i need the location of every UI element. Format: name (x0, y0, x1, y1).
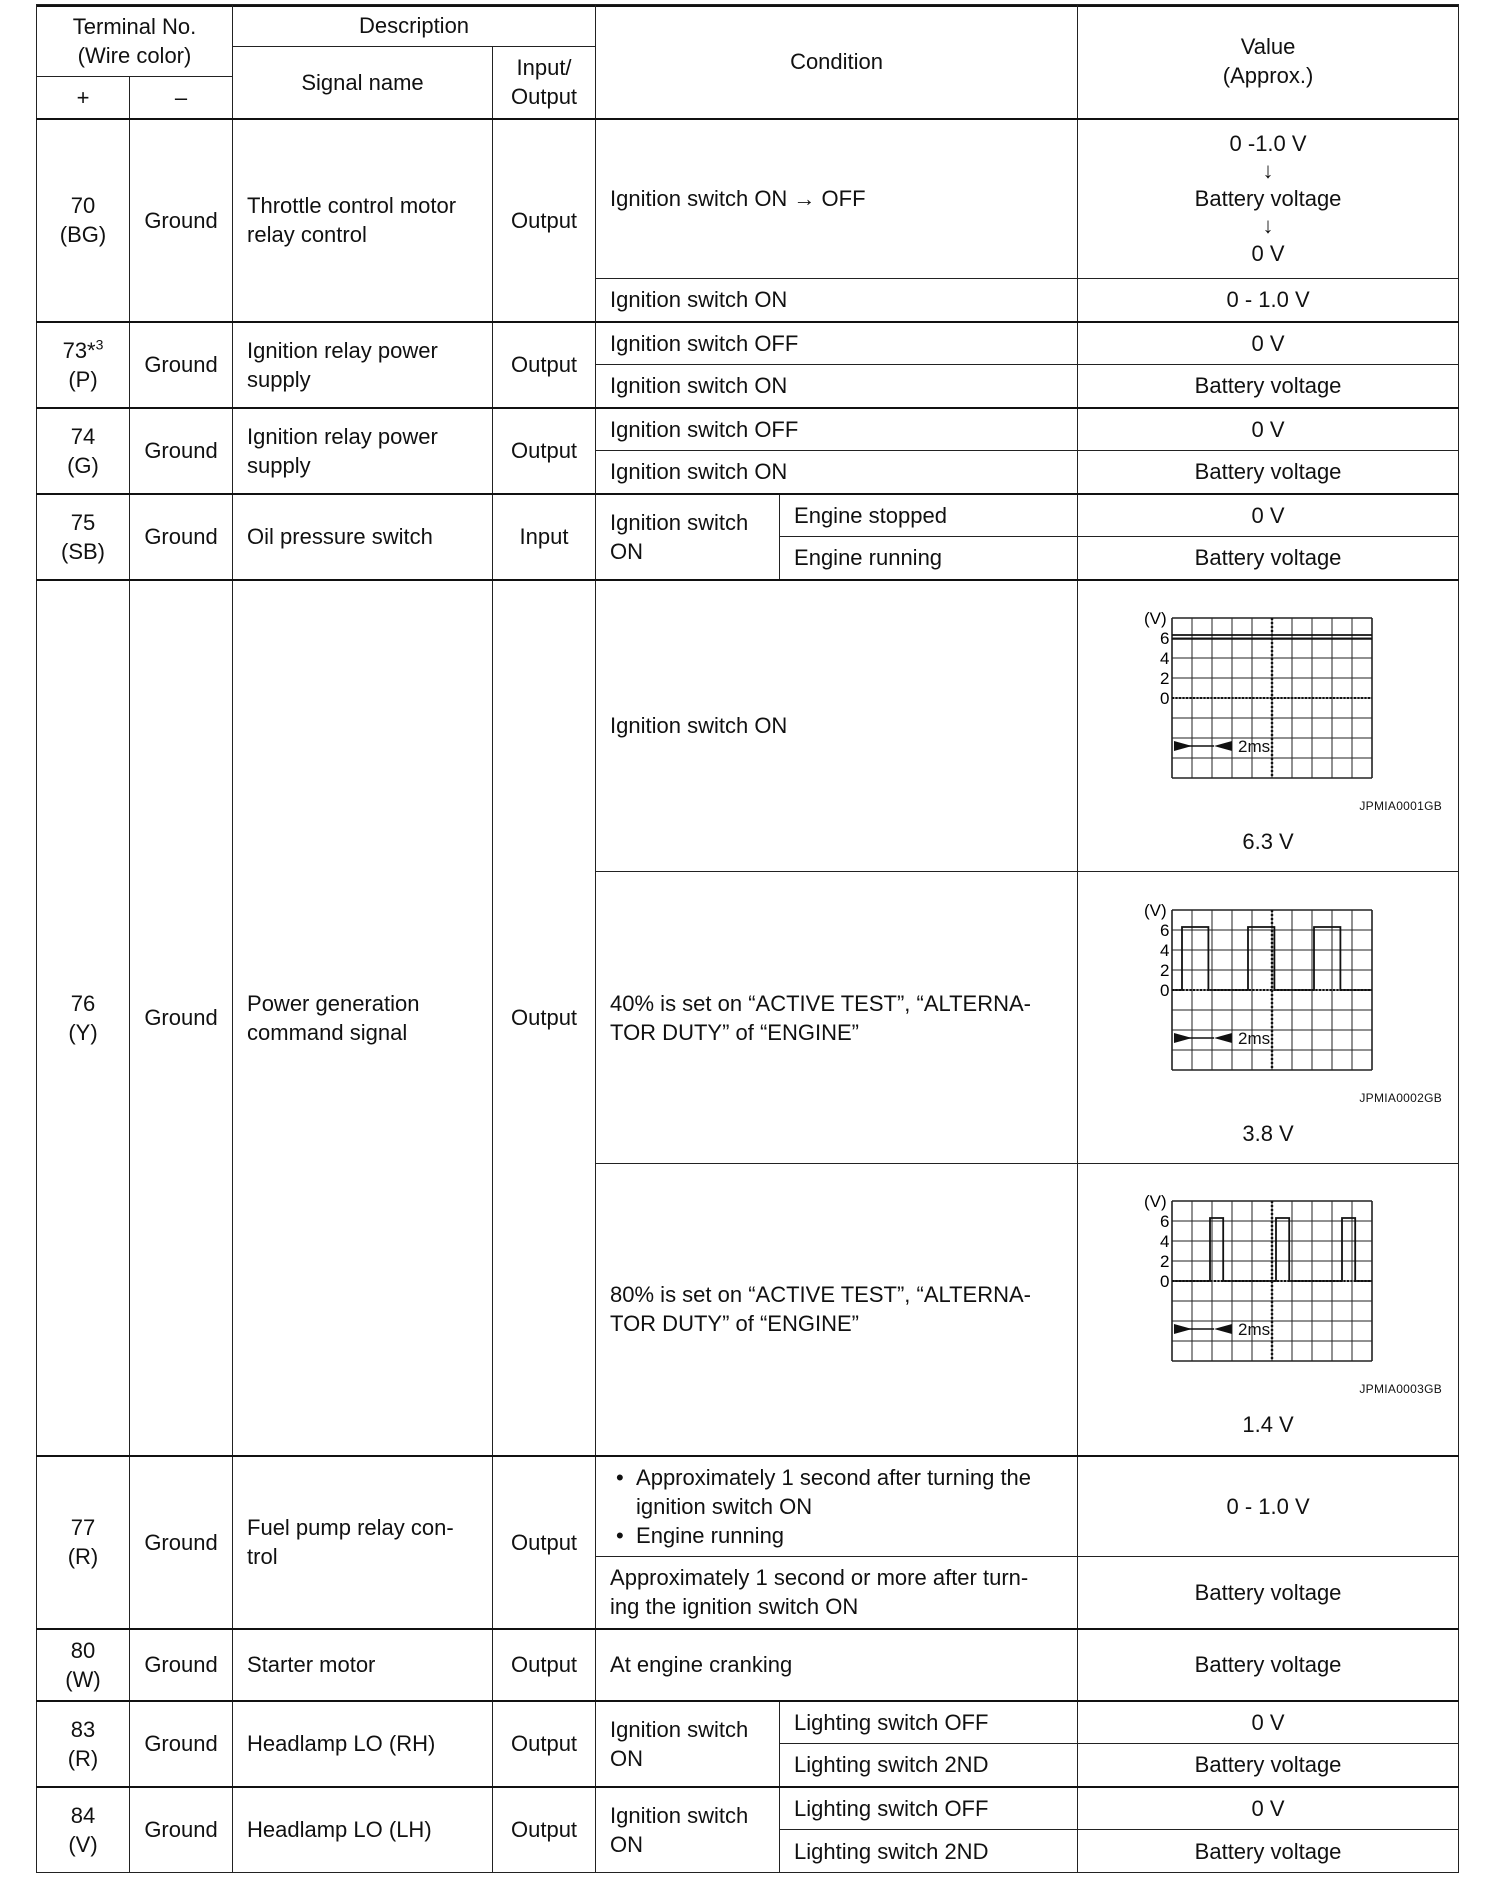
value-74-2: Battery voltage (1078, 451, 1459, 494)
row-80 (37, 1629, 1459, 1701)
terminal-number: 74 (70, 423, 96, 449)
wave-tick-label: 0 (1160, 980, 1170, 1000)
terminal-84 (37, 1787, 130, 1873)
minus-76: Ground (130, 580, 233, 1456)
wave-tick-label: 6 (1160, 628, 1170, 648)
value-73-2: Battery voltage (1078, 365, 1459, 408)
io-84: Output (493, 1787, 596, 1873)
terminal-number: 80 (70, 1637, 96, 1663)
wave-unit-label: (V) (1144, 608, 1167, 628)
signal-line2: supply (247, 452, 311, 478)
terminal-number: 83 (70, 1716, 96, 1742)
time-marker-arrow-left-icon (1214, 741, 1232, 751)
condition-line2: ON (610, 1745, 644, 1771)
condition-80: At engine cranking (596, 1629, 1078, 1701)
value-76-3 (1078, 1164, 1459, 1456)
wave-tick-label: 0 (1160, 1272, 1170, 1292)
condition-line2: ON (610, 1831, 644, 1857)
figure-code: JPMIA0002GB (1359, 1090, 1443, 1105)
bullet-item: • Approximately 1 second after turning the ignition switch ON (636, 1463, 1071, 1521)
bullet-item: • Engine running (636, 1521, 1071, 1550)
value-83-1: 0 V (1078, 1701, 1459, 1744)
down-arrow-icon: ↓ (1262, 213, 1274, 239)
header-input-output (493, 47, 596, 119)
header-io-line1: Input/ (516, 55, 572, 81)
condition-75-main (596, 494, 780, 580)
condition-line2: TOR DUTY” of “ENGINE” (610, 1311, 859, 1337)
condition-line2: ing the ignition switch ON (610, 1594, 859, 1620)
condition-74-1: Ignition switch OFF (596, 408, 1078, 451)
wire-color: (R) (67, 1745, 99, 1771)
condition-line1: Ignition switch (610, 1716, 749, 1742)
value-70-1 (1078, 119, 1459, 279)
condition-84-1: Lighting switch OFF (780, 1787, 1078, 1830)
time-marker-arrow-left-icon (1214, 1033, 1232, 1043)
value-text: 6.3 V (1242, 828, 1294, 854)
condition-line1: Ignition switch (610, 1802, 749, 1828)
signal-84: Headlamp LO (LH) (233, 1787, 493, 1873)
io-70: Output (493, 119, 596, 322)
value-83-2: Battery voltage (1078, 1744, 1459, 1787)
wire-color: (G) (67, 452, 99, 478)
condition-line2: ON (610, 538, 644, 564)
io-74: Output (493, 408, 596, 494)
condition-74-2: Ignition switch ON (596, 451, 1078, 494)
figure-code: JPMIA0001GB (1359, 798, 1443, 813)
wave-tick-label: 0 (1160, 688, 1170, 708)
signal-70 (233, 119, 493, 322)
signal-77 (233, 1456, 493, 1629)
wave-tick-label: 2 (1160, 960, 1170, 980)
row-76 (37, 580, 1459, 872)
value-76-1 (1078, 580, 1459, 872)
row-73 (37, 322, 1459, 365)
value-74-1: 0 V (1078, 408, 1459, 451)
wave-tick-label: 2 (1160, 668, 1170, 688)
condition-73-2: Ignition switch ON (596, 365, 1078, 408)
row-77 (37, 1456, 1459, 1557)
time-marker-arrow-left-icon (1214, 1324, 1232, 1334)
condition-83-2: Lighting switch 2ND (780, 1744, 1078, 1787)
wave-tick-label: 6 (1160, 1212, 1170, 1232)
header-wire-color: (Wire color) (77, 42, 192, 68)
header-minus: – (130, 77, 233, 119)
wire-color: (R) (67, 1544, 99, 1569)
minus-80: Ground (130, 1629, 233, 1701)
signal-line2: trol (247, 1544, 278, 1569)
value-75-1: 0 V (1078, 494, 1459, 537)
condition-77-2 (596, 1557, 1078, 1629)
value-84-2: Battery voltage (1078, 1830, 1459, 1873)
value-text: 3.8 V (1242, 1120, 1294, 1146)
condition-76-1: Ignition switch ON (596, 580, 1078, 872)
signal-74 (233, 408, 493, 494)
value-77-1: 0 - 1.0 V (1078, 1456, 1459, 1557)
minus-75: Ground (130, 494, 233, 580)
minus-73: Ground (130, 322, 233, 408)
header-terminal (37, 5, 233, 77)
condition-line2: TOR DUTY” of “ENGINE” (610, 1019, 859, 1045)
time-marker-arrow-right-icon (1174, 741, 1192, 751)
time-marker-arrow-right-icon (1174, 1033, 1192, 1043)
terminal-number: 75 (70, 509, 96, 535)
terminal-75 (37, 494, 130, 580)
signal-line1: Ignition relay power (247, 337, 438, 363)
wire-color: (P) (68, 366, 98, 392)
value-77-2: Battery voltage (1078, 1557, 1459, 1629)
minus-74: Ground (130, 408, 233, 494)
value-line: 0 V (1251, 241, 1285, 267)
header-signal-name: Signal name (233, 47, 493, 119)
value-84-1: 0 V (1078, 1787, 1459, 1830)
terminal-76 (37, 580, 130, 1456)
header-terminal-no: Terminal No. (72, 13, 197, 39)
wave-tick-label: 2 (1160, 1252, 1170, 1272)
wave-unit-label: (V) (1144, 1192, 1167, 1212)
condition-77-1 (596, 1456, 1078, 1557)
signal-75: Oil pressure switch (233, 494, 493, 580)
minus-84: Ground (130, 1787, 233, 1873)
signal-line1: Power generation (247, 990, 420, 1016)
ecm-terminal-table (36, 4, 1459, 1873)
terminal-number: 84 (70, 1802, 96, 1828)
condition-83-1: Lighting switch OFF (780, 1701, 1078, 1744)
io-83: Output (493, 1701, 596, 1787)
condition-line1: 40% is set on “ACTIVE TEST”, “ALTERNA- (610, 990, 1031, 1016)
terminal-number: 77 (70, 1515, 96, 1540)
wave-tick-label: 4 (1160, 1232, 1170, 1252)
io-73: Output (493, 322, 596, 408)
terminal-73 (37, 322, 130, 408)
wire-color: (SB) (61, 538, 105, 564)
signal-83: Headlamp LO (RH) (233, 1701, 493, 1787)
minus-77: Ground (130, 1456, 233, 1629)
condition-75-2: Engine running (780, 537, 1078, 580)
signal-line2: supply (247, 366, 311, 392)
condition-84-main (596, 1787, 780, 1873)
io-75: Input (493, 494, 596, 580)
terminal-80 (37, 1629, 130, 1701)
wire-color: (W) (65, 1666, 101, 1692)
wave-unit-label: (V) (1144, 900, 1167, 920)
value-75-2: Battery voltage (1078, 537, 1459, 580)
header-io-line2: Output (511, 84, 578, 110)
condition-84-2: Lighting switch 2ND (780, 1830, 1078, 1873)
waveform-graph-3 (1088, 1179, 1448, 1379)
value-line: 0 -1.0 V (1229, 131, 1307, 157)
row-75 (37, 494, 1459, 537)
condition-73-1: Ignition switch OFF (596, 322, 1078, 365)
condition-line1: Approximately 1 second or more after turn- (610, 1565, 1029, 1591)
signal-line2: command signal (247, 1019, 408, 1045)
value-text: 1.4 V (1242, 1412, 1294, 1438)
minus-83: Ground (130, 1701, 233, 1787)
condition-75-1: Engine stopped (780, 494, 1078, 537)
header-description: Description (233, 5, 596, 47)
row-83 (37, 1701, 1459, 1744)
bullet-list (610, 1463, 1071, 1550)
header-value-line1: Value (1240, 34, 1296, 60)
io-76: Output (493, 580, 596, 1456)
wire-color: (BG) (59, 222, 107, 247)
time-scale-label: 2ms (1238, 1320, 1271, 1340)
signal-line2: relay control (247, 222, 367, 247)
row-70 (37, 119, 1459, 279)
waveform-graph-1 (1088, 596, 1448, 796)
condition-83-main (596, 1701, 780, 1787)
down-arrow-icon: ↓ (1262, 158, 1274, 184)
time-scale-label: 2ms (1238, 1028, 1271, 1048)
io-77: Output (493, 1456, 596, 1629)
terminal-table-wrapper (36, 4, 1458, 1873)
value-line: Battery voltage (1194, 186, 1342, 212)
header-plus: + (37, 77, 130, 119)
figure-code: JPMIA0003GB (1359, 1382, 1443, 1397)
header-row-1 (37, 5, 1459, 47)
signal-line1: Ignition relay power (247, 423, 438, 449)
wave-tick-label: 4 (1160, 648, 1170, 668)
wave-tick-label: 6 (1160, 920, 1170, 940)
time-marker-arrow-right-icon (1174, 1324, 1192, 1334)
header-value (1078, 5, 1459, 119)
condition-line1: Ignition switch (610, 509, 749, 535)
header-condition: Condition (596, 5, 1078, 119)
minus-70: Ground (130, 119, 233, 322)
wave-tick-label: 4 (1160, 940, 1170, 960)
terminal-77 (37, 1456, 130, 1629)
condition-76-3 (596, 1164, 1078, 1456)
terminal-70 (37, 119, 130, 322)
time-scale-label: 2ms (1238, 736, 1271, 756)
signal-80: Starter motor (233, 1629, 493, 1701)
signal-line1: Fuel pump relay con- (247, 1515, 454, 1540)
terminal-number: 76 (70, 990, 96, 1016)
waveform-graph-2 (1088, 888, 1448, 1088)
terminal-74 (37, 408, 130, 494)
terminal-number: 70 (70, 193, 96, 218)
value-76-2 (1078, 872, 1459, 1164)
condition-70-2: Ignition switch ON (596, 279, 1078, 322)
header-value-line2: (Approx.) (1222, 63, 1314, 89)
signal-line1: Throttle control motor (247, 193, 457, 218)
condition-70-1: Ignition switch ON → OFF (596, 119, 1078, 279)
wire-color: (V) (68, 1831, 98, 1857)
condition-76-2 (596, 872, 1078, 1164)
signal-73 (233, 322, 493, 408)
row-74 (37, 408, 1459, 451)
condition-line1: 80% is set on “ACTIVE TEST”, “ALTERNA- (610, 1282, 1031, 1308)
io-80: Output (493, 1629, 596, 1701)
wire-color: (Y) (68, 1019, 98, 1045)
terminal-83 (37, 1701, 130, 1787)
terminal-number: 73*$^3$ (62, 336, 104, 363)
signal-76 (233, 580, 493, 1456)
row-84 (37, 1787, 1459, 1830)
value-80: Battery voltage (1078, 1629, 1459, 1701)
value-70-2: 0 - 1.0 V (1078, 279, 1459, 322)
value-73-1: 0 V (1078, 322, 1459, 365)
